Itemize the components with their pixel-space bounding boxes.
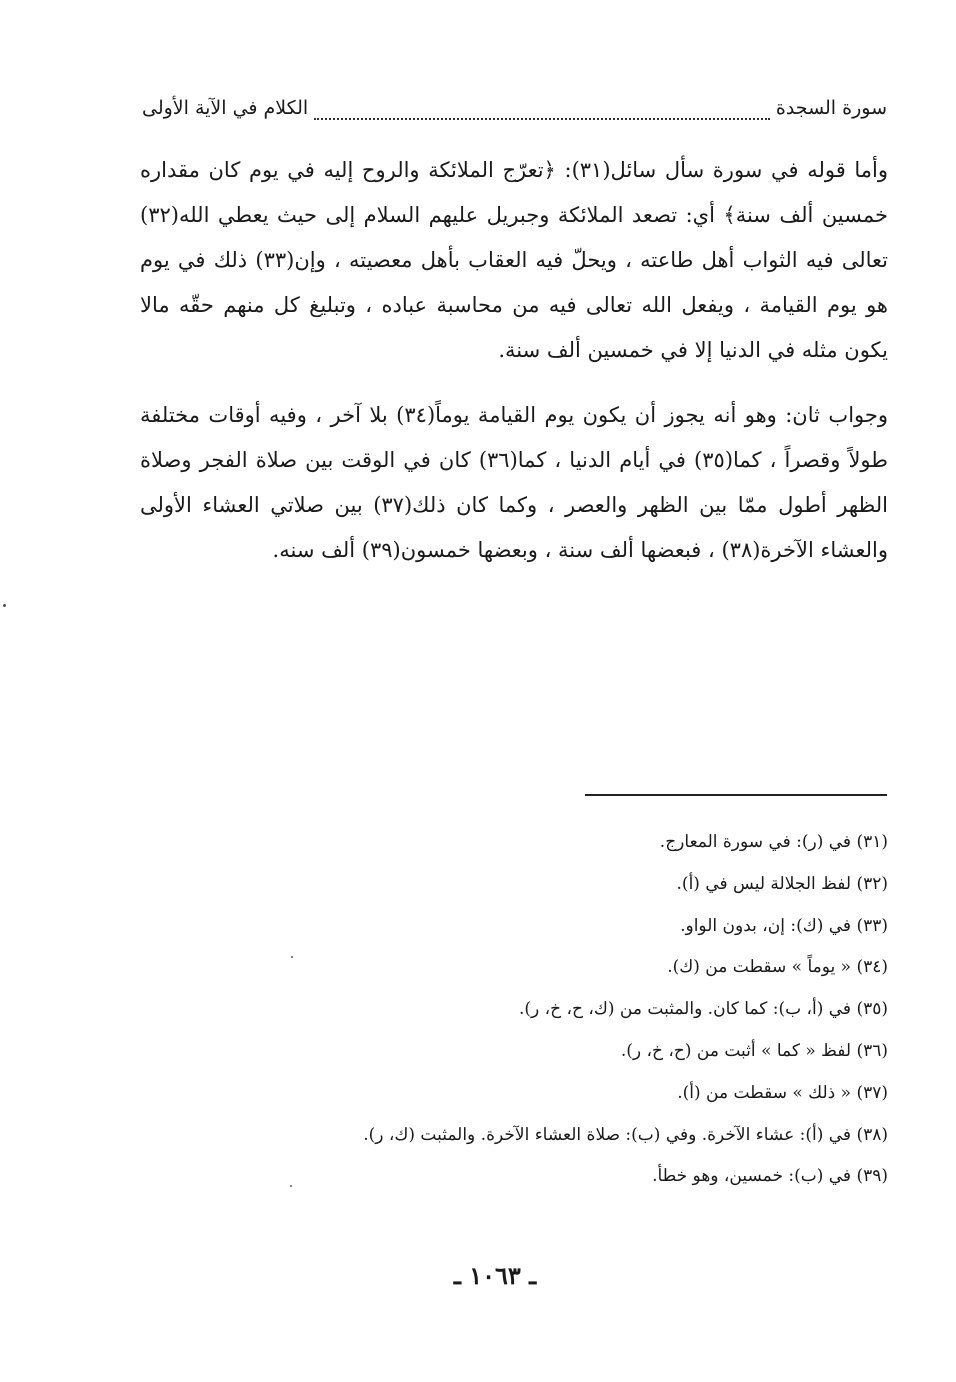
running-header <box>142 88 887 128</box>
header-dot-leader <box>314 96 770 120</box>
scan-speck <box>3 604 6 607</box>
footnote: (٣٧) « ذلك » سقطت من (أ). <box>677 1082 888 1103</box>
footnote: (٣٤) « يوماً » سقطت من (ك). <box>667 957 888 978</box>
page-number: ـ ١٠٦٣ ـ <box>453 1261 537 1290</box>
scan-speck <box>290 1185 292 1187</box>
scan-speck <box>291 956 293 958</box>
footnotes-list <box>200 822 888 1198</box>
footnote-separator <box>585 794 887 796</box>
footnote: (٣٩) في (ب): خمسين، وهو خطأ. <box>652 1166 888 1187</box>
footnote: (٣٦) لفظ « كما » أثبت من (ح، خ، ر). <box>620 1040 888 1061</box>
footnote: (٣٣) في (ك): إن، بدون الواو. <box>680 915 888 936</box>
header-surah-title: سورة السجدة <box>775 97 887 119</box>
footnote: (٣١) في (ر): في سورة المعارج. <box>659 832 888 852</box>
footnote: (٣٨) في (أ): عشاء الآخرة. وفي (ب): صلاة العشاء الآخرة. والمثبت (ك، ر). <box>363 1124 888 1145</box>
header-section-title: الكلام في الآية الأولى <box>142 97 309 119</box>
main-text <box>140 148 888 573</box>
paragraph: وأما قوله في سورة سأل سائل(٣١): ﴿تعرّج الملائكة والروح إليه في يوم كان مقداره خمسين ألف سنة﴾ أي: تصعد الملائكة وجبريل عليهم السلام إلى حيث يعطي الله(٣٢) تعالى فيه الثواب أهل طاعته ، ويحلّ فيه العقاب بأهل معصيته ، وإن(٣٣) ذلك في يوم هو يوم القيامة ، ويفعل الله تعالى فيه من محاسبة عباده ، وتبليغ كل منهم حقّه مالا يكون مثله في الدنيا إلا في خمسين ألف سنة. <box>140 158 889 362</box>
paragraph: وجواب ثان: وهو أنه يجوز أن يكون يوم القيامة يوماً(٣٤) بلا آخر ، وفيه أوقات مختلفة طولاً وقصراً ، كما(٣٥) في أيام الدنيا ، كما(٣٦) كان في الوقت بين صلاة الفجر وصلاة الظهر أطول ممّا بين الظهر والعصر ، وكما كان ذلك(٣٧) بين صلاتي العشاء الأولى والعشاء الآخرة(٣٨) ، فبعضها ألف سنة ، وبعضها خمسون(٣٩) ألف سنه. <box>140 403 888 562</box>
footnote: (٣٢) لفظ الجلالة ليس في (أ). <box>676 873 888 894</box>
footnote: (٣٥) في (أ، ب): كما كان. والمثبت من (ك، ح، خ، ر). <box>519 999 888 1020</box>
